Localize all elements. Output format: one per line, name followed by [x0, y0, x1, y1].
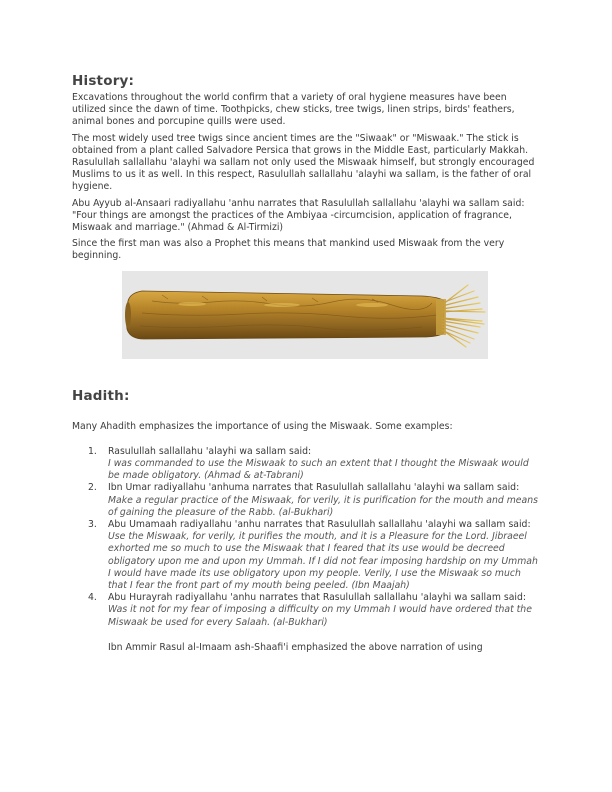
list-item-number: 1. — [88, 445, 97, 457]
list-item-number: 3. — [88, 519, 97, 531]
history-heading: History: — [72, 73, 135, 89]
hadith-intro: Many Ahadith emphasizes the importance of using the Miswaak. Some examples: — [72, 420, 453, 432]
list-item — [88, 445, 542, 483]
document-content — [72, 73, 542, 654]
hadith-narrator: Ibn Umar radiyallahu 'anhuma narrates that Rasulullah sallallahu 'alayhi wa sallam said: — [108, 482, 520, 494]
hadith-quote: Make a regular practice of the Miswaak, for verily, it is purification for the mouth and means of gaining the pleasure of the Rabb. (al-Bukhari) — [108, 494, 538, 518]
history-paragraph-1: Excavations throughout the world confirm that a variety of oral hygiene measures have been utilized since the dawn of time. Toothpicks, chew sticks, tree twigs, linen strips, birds' feathers, animal bones and porcupine quills were used. — [72, 92, 515, 128]
list-item — [88, 592, 542, 629]
hadith-quote: I was commanded to use the Miswaak to such an extent that I thought the Miswaak would be made obligatory. (Ahmad & at-Tabrani) — [108, 458, 529, 482]
list-item-number: 4. — [88, 592, 97, 604]
hadith-list — [72, 446, 542, 629]
hadith-heading: Hadith: — [72, 387, 130, 404]
list-item-number: 2. — [88, 482, 97, 494]
hadith-quote: Was it not for my fear of imposing a difficulty on my Ummah I would have ordered that the Miswaak be used for every Salaah. (al-Bukhari) — [108, 604, 532, 628]
hadith-quote: Use the Miswaak, for verily, it purifies the mouth, and it is a Pleasure for the Lord. Jibraeel exhorted me so much to use the Miswaak that I feared that its use would be decreed obligatory upon me and upon my Ummah. If I did not fear imposing hardship on my Ummah I would have made its use obligatory upon my people. Verily, I use the Miswaak so much that I fear the front part of my mouth being peeled. (Ibn Maajah) — [108, 531, 538, 592]
hadith-narrator: Abu Umamaah radiyallahu 'anhu narrates that Rasulullah sallallahu 'alayhi wa sallam said: — [108, 519, 531, 531]
list-item — [88, 482, 542, 519]
closing-paragraph: Ibn Ammir Rasul al-Imaam ash-Shaafi'i emphasized the above narration of using — [108, 641, 483, 653]
history-paragraph-3: Abu Ayyub al-Ansaari radiyallahu 'anhu narrates that Rasulullah sallallahu 'alayhi wa sallam said: "Four things are amongst the practices of the Ambiyaa -circumcision, application of fragrance, Miswaak and marriage." (Ahmad & Al-Tirmizi) — [72, 197, 525, 234]
hadith-narrator: Abu Hurayrah radiyallahu 'anhu narrates that Rasulullah sallallahu 'alayhi wa sallam said: — [108, 592, 527, 604]
history-paragraph-2: The most widely used tree twigs since ancient times are the "Siwaak" or "Miswaak." The stick is obtained from a plant called Salvadore Persica that grows in the Middle East, particularly Makkah. Rasulullah sallallahu 'alayhi wa sallam not only used the Miswaak himself, but strongly encouraged Muslims to us it as well. In this respect, Rasulullah sallallahu 'alayhi wa sallam, is the father of oral hygiene. — [72, 132, 535, 193]
miswaak-stick-drawing — [122, 271, 488, 359]
miswaak-stick-image — [122, 271, 488, 359]
history-paragraph-4: Since the first man was also a Prophet this means that mankind used Miswaak from the very beginning. — [72, 238, 505, 262]
list-item — [88, 519, 542, 592]
hadith-narrator: Rasulullah sallallahu 'alayhi wa sallam said: — [108, 445, 312, 457]
